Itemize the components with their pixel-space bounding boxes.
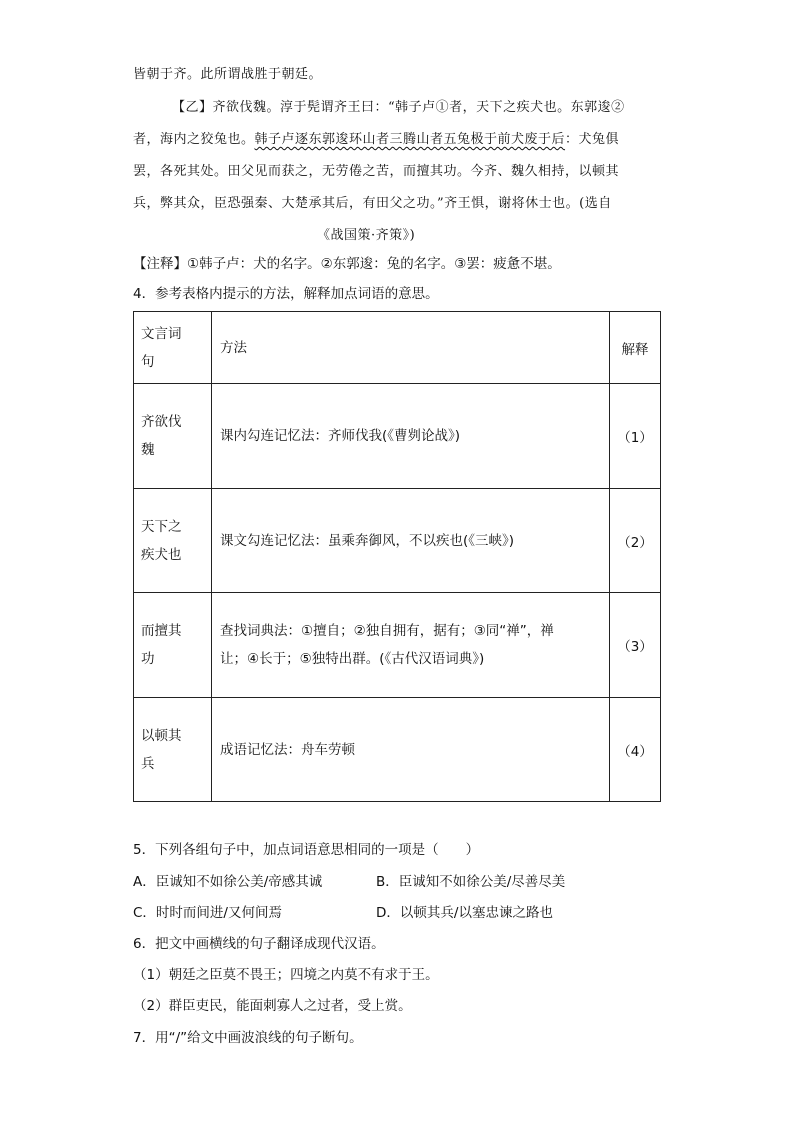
table-header-row (134, 312, 661, 384)
passage-yi-line-4: 兵，弊其众，臣恐强秦、大楚承其后，有田父之功。”齐王惧，谢将休士也。(选自 (133, 196, 612, 211)
passage-yi-tag: 【乙】 (172, 100, 213, 115)
q5-option-a: A．臣诚知不如徐公美/帝感其诚 (133, 874, 323, 890)
table-row (134, 489, 661, 593)
header-cell-answer: 解释 (610, 312, 661, 384)
row-sentence-line1: 以顿其 (141, 727, 182, 744)
header-cell-sentence (134, 312, 212, 384)
header-sentence-line1: 文言词 (141, 325, 182, 342)
q7-prompt: 7．用“/”给文中画波浪线的句子断句。 (133, 1030, 363, 1046)
row-sentence-line2: 功 (141, 651, 155, 667)
q4-prompt: 4．参考表格内提示的方法，解释加点词语的意思。 (133, 286, 439, 302)
passage-line-0: 皆朝于齐。此所谓战胜于朝廷。 (133, 67, 323, 82)
passage-yi-text-2c: ：犬兔俱 (565, 132, 620, 147)
passage-yi-line-2 (133, 131, 619, 149)
row-answer-slot: （2） (610, 489, 661, 593)
row-answer-slot: （1） (610, 384, 661, 489)
row-sentence (134, 593, 212, 698)
row-method-line1: 查找词典法：①擅自；②独自拥有，据有；③同“禅”，禅 (220, 623, 554, 639)
row-sentence-line2: 魏 (141, 442, 155, 458)
q6-sentence-1: （1）朝廷之臣莫不畏王；四境之内莫不有求于王。 (133, 967, 439, 983)
row-method: 课文勾连记忆法：虽乘奔御风，不以疾也(《三峡》) (212, 489, 610, 593)
table-row (134, 593, 661, 698)
header-sentence-line2: 句 (141, 353, 155, 370)
passage-yi-line-1 (172, 99, 625, 117)
table-row (134, 384, 661, 489)
row-sentence-line1: 而擅其 (141, 623, 182, 639)
row-sentence (134, 489, 212, 593)
passage-yi-text-2a: 者，海内之狡兔也。 (133, 132, 255, 147)
q6-sentence-2: （2）群臣吏民，能面刺寡人之过者，受上赏。 (133, 998, 412, 1014)
row-method-line2: 让；④长于；⑤独特出群。(《古代汉语词典》) (220, 651, 485, 667)
notes: 【注释】①韩子卢：犬的名字。②东郭逡：兔的名字。③罢：疲惫不堪。 (133, 256, 561, 272)
passage-source: 《战国策·齐策》) (317, 228, 416, 243)
passage-yi-text-1: 齐欲伐魏。淳于髡谓齐王曰：“韩子卢①者，天下之疾犬也。东郭逡② (212, 100, 625, 115)
header-cell-method: 方法 (212, 312, 610, 384)
row-sentence-line1: 天下之 (141, 518, 182, 535)
row-method (212, 593, 610, 698)
row-method: 成语记忆法：舟车劳顿 (212, 698, 610, 802)
wavy-underlined-sentence: 韩子卢逐东郭逡环山者三腾山者五兔极于前犬废于后 (254, 132, 566, 147)
table-row (134, 698, 661, 802)
row-sentence (134, 384, 212, 489)
q5-option-b: B．臣诚知不如徐公美/尽善尽美 (376, 874, 566, 890)
vocab-table (133, 311, 661, 802)
row-sentence-line1: 齐欲伐 (141, 414, 182, 430)
row-sentence (134, 698, 212, 802)
row-answer-slot: （3） (610, 593, 661, 698)
q6-prompt: 6．把文中画横线的句子翻译成现代汉语。 (133, 936, 385, 952)
q5-option-c: C．时时而间进/又何间焉 (133, 905, 282, 921)
row-answer-slot: （4） (610, 698, 661, 802)
q5-prompt: 5．下列各组句子中，加点词语意思相同的一项是（ ） (133, 842, 480, 858)
row-sentence-line2: 兵 (141, 755, 155, 772)
passage-yi-line-3: 罢，各死其处。田父见而获之，无劳倦之苦，而擅其功。今齐、魏久相持，以顿其 (133, 164, 620, 179)
q5-option-d: D．以顿其兵/以塞忠谏之路也 (376, 905, 553, 921)
row-method: 课内勾连记忆法：齐师伐我(《曹刿论战》) (212, 384, 610, 489)
row-sentence-line2: 疾犬也 (141, 546, 182, 563)
